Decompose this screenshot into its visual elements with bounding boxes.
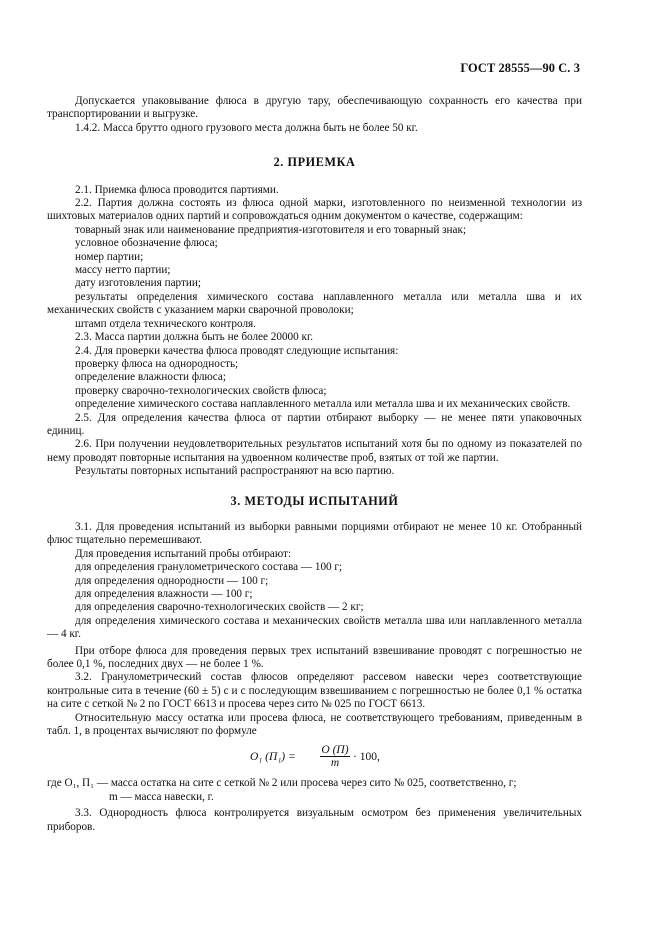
clause-2-3: 2.3. Масса партии должна быть не более 20000 кг. bbox=[75, 331, 314, 344]
intro-paragraph: Допускается упаковывание флюса в другую тару, обеспечивающую сохранность его качества при транспортировании и выгрузке. bbox=[47, 95, 582, 121]
clause-2-5: 2.5. Для определения качества флюса от партии отбирают выборку — не менее пяти упаковочных единиц. bbox=[47, 411, 582, 437]
list-item: дату изготовления партии; bbox=[75, 277, 201, 290]
clause-1-4-2: 1.4.2. Масса брутто одного грузового места должна быть не более 50 кг. bbox=[75, 121, 418, 134]
formula bbox=[47, 744, 582, 772]
list-item: результаты определения химического состава наплавленного металла или металла шва и их механических свойств с указанием марки сварочной проволоки; bbox=[47, 290, 582, 317]
document-body bbox=[47, 95, 582, 834]
list-item: для определения влажности — 100 г; bbox=[75, 588, 253, 600]
list-item: штамп отдела технического контроля. bbox=[75, 317, 256, 330]
formula-intro: Относительную массу остатка или просева флюса, не соответствующего требованиям, приведенным в табл. 1, в процентах вычисляют по формуле bbox=[47, 711, 582, 738]
clause-2-2: 2.2. Партия должна состоять из флюса одной марки, изготовленного по неизменной технологии из шихтовых материалов одних партий и сопровождаться одним документом о качестве, содержащим: bbox=[47, 197, 582, 223]
page-header: ГОСТ 28555—90 С. 3 bbox=[460, 61, 580, 75]
list-item: для определения химического состава и механических свойств металла шва или наплавленного металла — 4 кг. bbox=[47, 614, 582, 641]
list-item: номер партии; bbox=[75, 250, 144, 263]
list-item: проверку сварочно-технологических свойств флюса; bbox=[75, 384, 327, 397]
clause-3-3: 3.3. Однородность флюса контролируется визуальным осмотром без применения увеличительных приборов. bbox=[47, 807, 582, 833]
clause-2-1: 2.1. Приемка флюса проводится партиями. bbox=[75, 183, 279, 196]
clause-2-6: 2.6. При получении неудовлетворительных результатов испытаний хотя бы по одному из показателей по нему проводят повторные испытания на удвоенном количестве проб, взятых от той же партии. bbox=[47, 438, 582, 464]
list-item: определение влажности флюса; bbox=[75, 371, 226, 384]
repeat-tests-note: Результаты повторных испытаний распространяют на всю партию. bbox=[75, 465, 395, 478]
list-item: для определения гранулометрического состава — 100 г; bbox=[75, 561, 343, 574]
formula-tail: · 100, bbox=[353, 751, 380, 764]
formula-legend: где O₁, П₁ — масса остатка на сите с сеткой № 2 или просева через сито № 025, соответственно, г; bbox=[47, 777, 517, 790]
list-item: массу нетто партии; bbox=[75, 264, 171, 277]
formula-fraction bbox=[320, 744, 350, 770]
list-item: для определения однородности — 100 г; bbox=[75, 574, 269, 587]
list-item: условное обозначение флюса; bbox=[75, 237, 218, 250]
list-item: для определения сварочно-технологических свойств — 2 кг; bbox=[75, 601, 364, 614]
formula-legend: m — масса навески, г. bbox=[109, 790, 214, 803]
clause-2-4: 2.4. Для проверки качества флюса проводят следующие испытания: bbox=[75, 344, 399, 357]
formula-numerator: O (П) bbox=[321, 744, 349, 757]
clause-3-1: 3.1. Для проведения испытаний из выборки равными порциями отбирают не менее 10 кг. Отобранный флюс тщательно перемешивают. bbox=[47, 520, 582, 547]
formula-denominator: m bbox=[330, 757, 340, 770]
section-2-title: 2. ПРИЕМКА bbox=[273, 155, 356, 170]
weighing-note: При отборе флюса для проведения первых трех испытаний взвешивание проводят с погрешностью не более 0,1 %, последних двух — не более 1 %. bbox=[47, 644, 582, 671]
section-3-title: 3. МЕТОДЫ ИСПЫТАНИЙ bbox=[230, 493, 399, 508]
list-item: проверку флюса на однородность; bbox=[75, 357, 239, 370]
sampling-intro: Для проведения испытаний пробы отбирают: bbox=[75, 547, 292, 560]
clause-3-2: 3.2. Гранулометрический состав флюсов определяют рассевом навески через соответствующие контрольные сита в течение (60 ± 5) с и с последующим взвешиванием с погрешностью не более 0,1 % остатка на сите с сеткой № 2 по ГОСТ 6613 и просева через сито № 025 по ГОСТ 6613. bbox=[47, 671, 582, 711]
formula-lhs: O₁ (П₁) = bbox=[250, 751, 296, 764]
list-item: товарный знак или наименование предприятия-изготовителя и его товарный знак; bbox=[75, 223, 467, 236]
list-item: определение химического состава наплавленного металла или металла шва и их механических свойств. bbox=[75, 398, 571, 411]
